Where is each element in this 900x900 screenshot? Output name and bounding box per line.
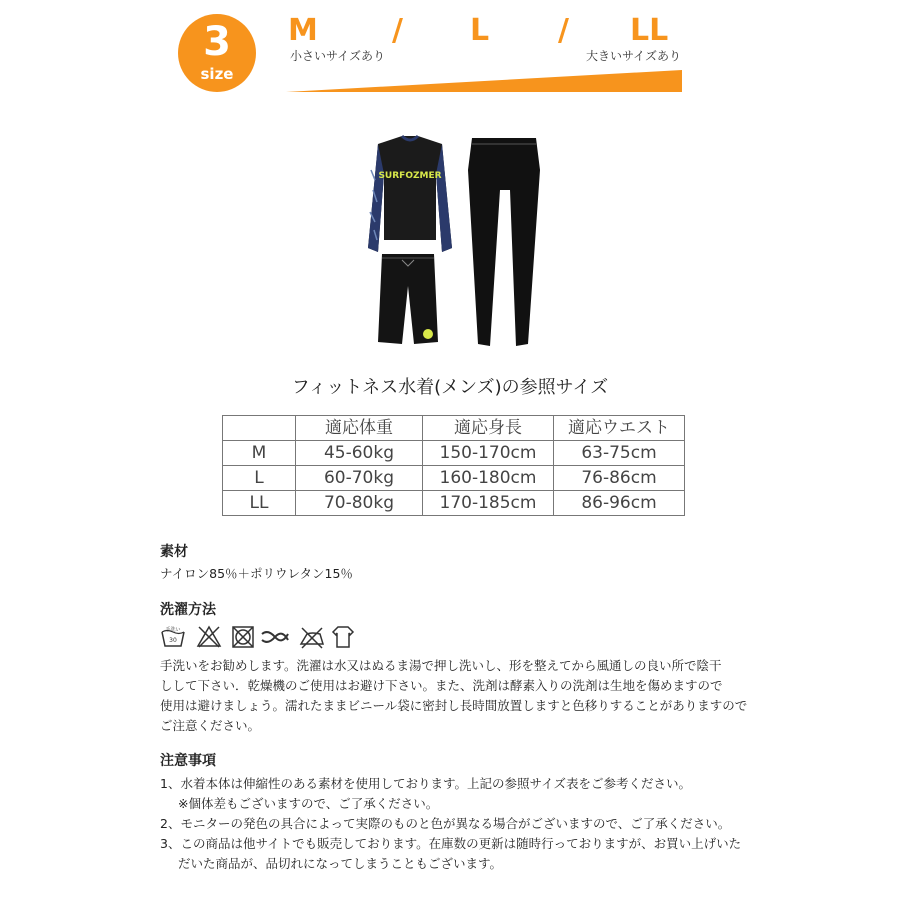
notes-heading: 注意事項	[160, 753, 216, 769]
no-bleach-icon	[196, 624, 222, 650]
table-header-cell: 適応身長	[423, 416, 554, 441]
no-tumble-dry-icon	[230, 624, 256, 650]
table-row	[223, 491, 685, 516]
product-logo-text: SURFOZMER	[378, 171, 442, 181]
wring-gently-icon	[260, 624, 290, 650]
notes-line: だいた商品が、品切れになってしまうこともございます。	[178, 856, 503, 871]
notes-line: 3、この商品は他サイトでも販売しております。在庫数の更新は随時行っておりますが、お買い上げいた	[160, 836, 742, 851]
table-cell: 160-180cm	[423, 466, 554, 491]
table-cell: 60-70kg	[296, 466, 423, 491]
table-row	[223, 441, 685, 466]
size-count-badge	[178, 14, 256, 92]
table-cell: 76-86cm	[554, 466, 685, 491]
material-heading: 素材	[160, 544, 188, 560]
table-cell: 150-170cm	[423, 441, 554, 466]
size-label-m: M	[288, 13, 318, 48]
table-header-row	[223, 416, 685, 441]
table-cell: L	[223, 466, 296, 491]
badge-number: 3	[203, 19, 231, 65]
hand-wash-temp: 30	[169, 637, 177, 644]
badge-unit: size	[200, 65, 234, 83]
small-size-note: 小さいサイズあり	[290, 49, 386, 63]
notes-line: 1、水着本体は伸縮性のある素材を使用しております。上記の参照サイズ表をご参考ください。	[160, 776, 691, 791]
size-chart-title: フィットネス水着(メンズ)の参照サイズ	[291, 377, 609, 398]
table-cell: LL	[223, 491, 296, 516]
table-header-cell	[223, 416, 296, 441]
notes-line: 2、モニターの発色の具合によって実際のものと色が異なる場合がございますので、ご了承ください。	[160, 816, 731, 831]
orange-underline-wedge	[286, 70, 682, 94]
large-size-note: 大きいサイズあり	[586, 49, 682, 63]
table-header-cell: 適応体重	[296, 416, 423, 441]
table-header-cell: 適応ウエスト	[554, 416, 685, 441]
size-label-ll: LL	[630, 13, 669, 48]
notes-line: ※個体差もございますので、ご了承ください。	[178, 796, 439, 811]
washing-line: 使用は避けましょう。濡れたままビニール袋に密封し長時間放置しますと色移りすることがありますので	[160, 698, 748, 713]
size-separator: /	[392, 13, 403, 48]
table-cell: 70-80kg	[296, 491, 423, 516]
no-iron-icon	[298, 624, 326, 650]
dry-hang-icon	[330, 624, 356, 650]
hand-wash-label: 手洗い	[165, 627, 181, 633]
table-row	[223, 466, 685, 491]
washing-line: 手洗いをお勧めします。洗濯は水又はぬるま湯で押し洗いし、形を整えてから風通しの良い所で陰干	[160, 658, 722, 673]
washing-line: しして下さい．乾燥機のご使用はお避け下さい。また、洗剤は酵素入りの洗剤は生地を傷めますので	[160, 678, 723, 693]
table-cell: 170-185cm	[423, 491, 554, 516]
table-cell: 86-96cm	[554, 491, 685, 516]
swimsuit-set-image	[340, 130, 570, 360]
material-text: ナイロン85％＋ポリウレタン15％	[160, 566, 353, 581]
size-chart-table	[222, 415, 685, 516]
size-label-l: L	[470, 13, 490, 48]
washing-heading: 洗濯方法	[160, 602, 216, 618]
size-separator: /	[558, 13, 569, 48]
table-cell: 45-60kg	[296, 441, 423, 466]
table-cell: 63-75cm	[554, 441, 685, 466]
table-cell: M	[223, 441, 296, 466]
hand-wash-30-icon	[160, 624, 186, 650]
washing-line: ご注意ください。	[160, 718, 261, 733]
